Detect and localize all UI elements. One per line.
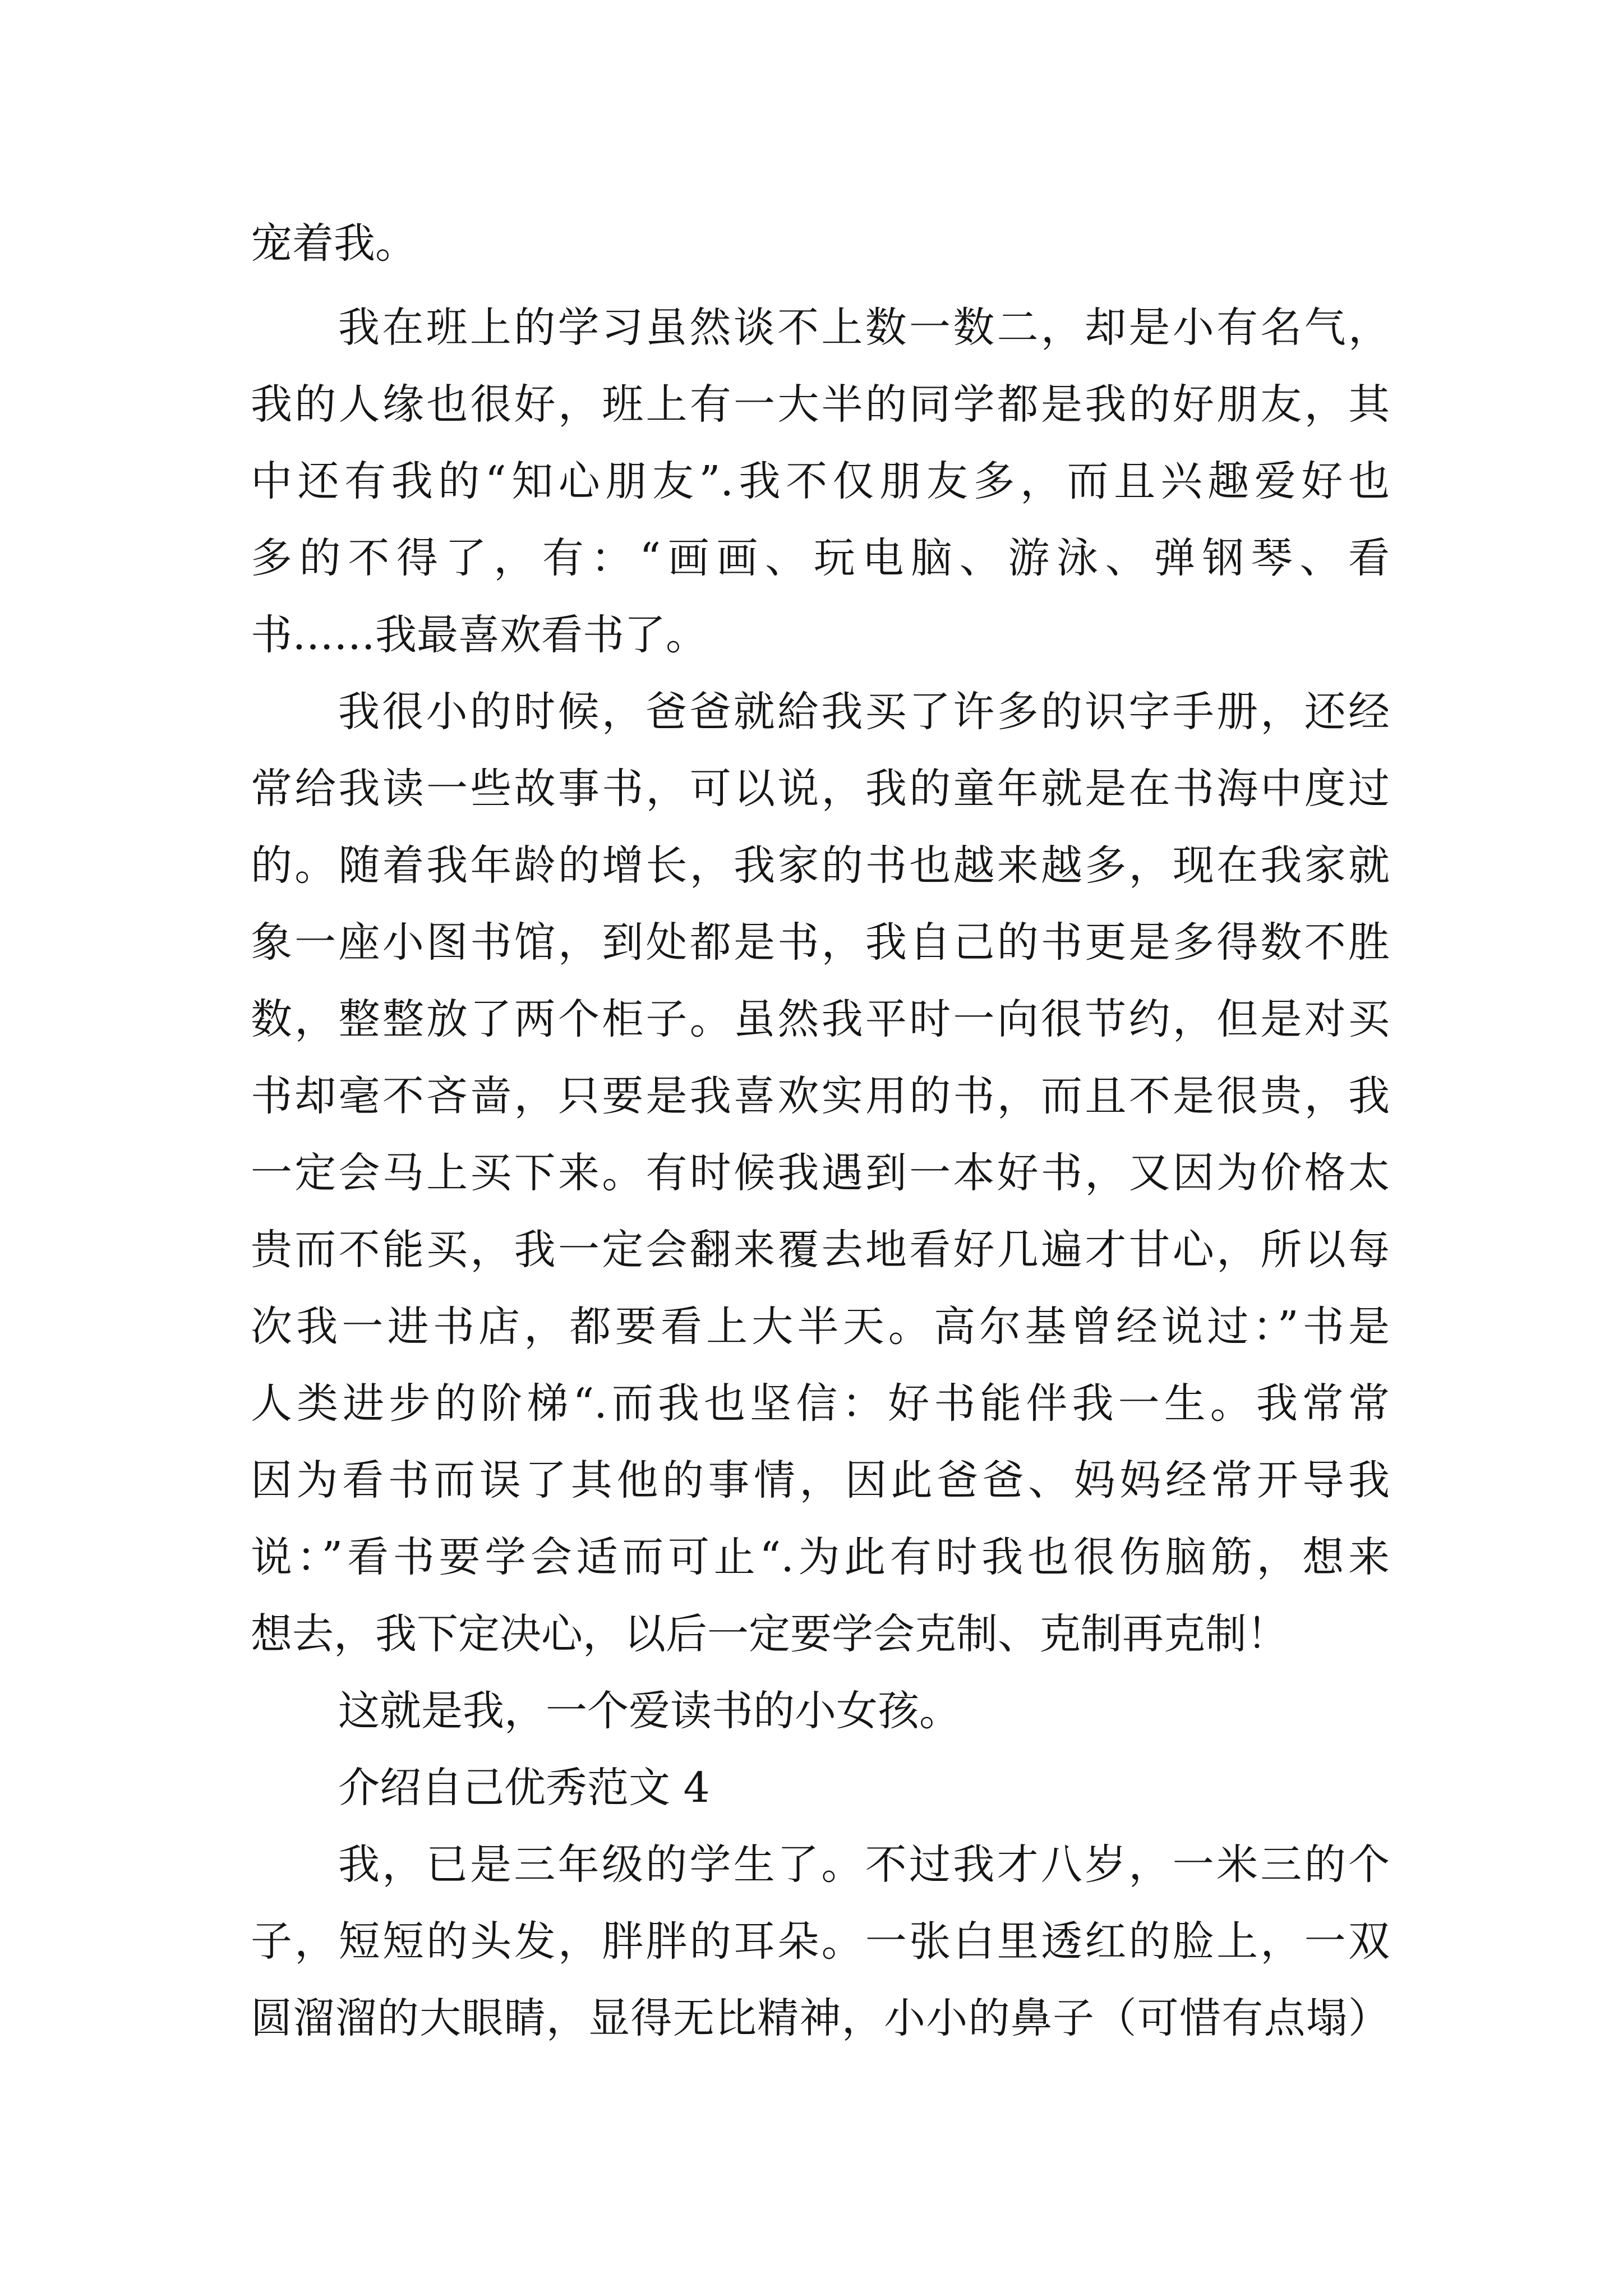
text-line: 宠着我。 <box>251 219 417 268</box>
text-line: 多的不得了，有：“画画、玩电脑、游泳、弹钢琴、看 <box>251 534 1390 582</box>
text-line: 中还有我的“知心朋友”.我不仅朋友多，而且兴趣爱好也 <box>251 457 1390 505</box>
paragraph-self-description <box>251 1826 1390 2057</box>
text-line: 的。随着我年龄的增长，我家的书也越来越多，现在我家就 <box>251 841 1390 890</box>
text-line: 常给我读一些故事书，可以说，我的童年就是在书海中度过 <box>251 765 1390 813</box>
section-heading <box>251 1750 1390 1826</box>
text-line: 想去，我下定决心，以后一定要学会克制、克制再克制！ <box>251 1610 1288 1658</box>
text-line: 因为看书而误了其他的事情，因此爸爸、妈妈经常开导我 <box>251 1456 1390 1504</box>
paragraph-reading-books <box>251 674 1390 1673</box>
paragraph-class-reputation <box>251 289 1390 674</box>
text-line: 数，整整放了两个柜子。虽然我平时一向很节约，但是对买 <box>251 995 1390 1043</box>
paragraph-continuation <box>251 205 1390 282</box>
text-line: 我很小的时候，爸爸就給我买了许多的识字手册，还经 <box>338 688 1390 736</box>
text-line: 我，已是三年级的学生了。不过我才八岁，一米三的个 <box>338 1841 1390 1889</box>
text-line: 我的人缘也很好，班上有一大半的同学都是我的好朋友，其 <box>251 380 1390 429</box>
text-line: 人类进步的阶梯“.而我也坚信：好书能伴我一生。我常常 <box>251 1379 1390 1428</box>
text-line: 次我一进书店，都要看上大半天。高尔基曾经说过：”书是 <box>251 1303 1390 1351</box>
text-line: 我在班上的学习虽然谈不上数一数二，却是小有名气， <box>338 303 1390 352</box>
document-page <box>251 205 1390 2057</box>
text-line: 书……我最喜欢看书了。 <box>251 611 707 659</box>
text-line: 子，短短的头发，胖胖的耳朵。一张白里透红的脸上，一双 <box>251 1917 1390 1966</box>
text-line: 这就是我，一个爱读书的小女孩。 <box>338 1687 961 1735</box>
section-heading-text: 介绍自己优秀范文 4 <box>338 1764 710 1812</box>
text-line: 象一座小图书馆，到处都是书，我自己的书更是多得数不胜 <box>251 918 1390 967</box>
paragraph-conclusion <box>251 1673 1390 1750</box>
text-line: 书却毫不吝啬，只要是我喜欢实用的书，而且不是很贵，我 <box>251 1072 1390 1120</box>
text-line: 圆溜溜的大眼睛，显得无比精神，小小的鼻子（可惜有点塌） <box>251 1994 1390 2042</box>
text-line: 说：”看书要学会适而可止“.为此有时我也很伤脑筋，想来 <box>251 1533 1390 1581</box>
text-line: 一定会马上买下来。有时候我遇到一本好书，又因为价格太 <box>251 1149 1390 1197</box>
text-line: 贵而不能买，我一定会翻来覆去地看好几遍才甘心，所以每 <box>251 1226 1390 1274</box>
